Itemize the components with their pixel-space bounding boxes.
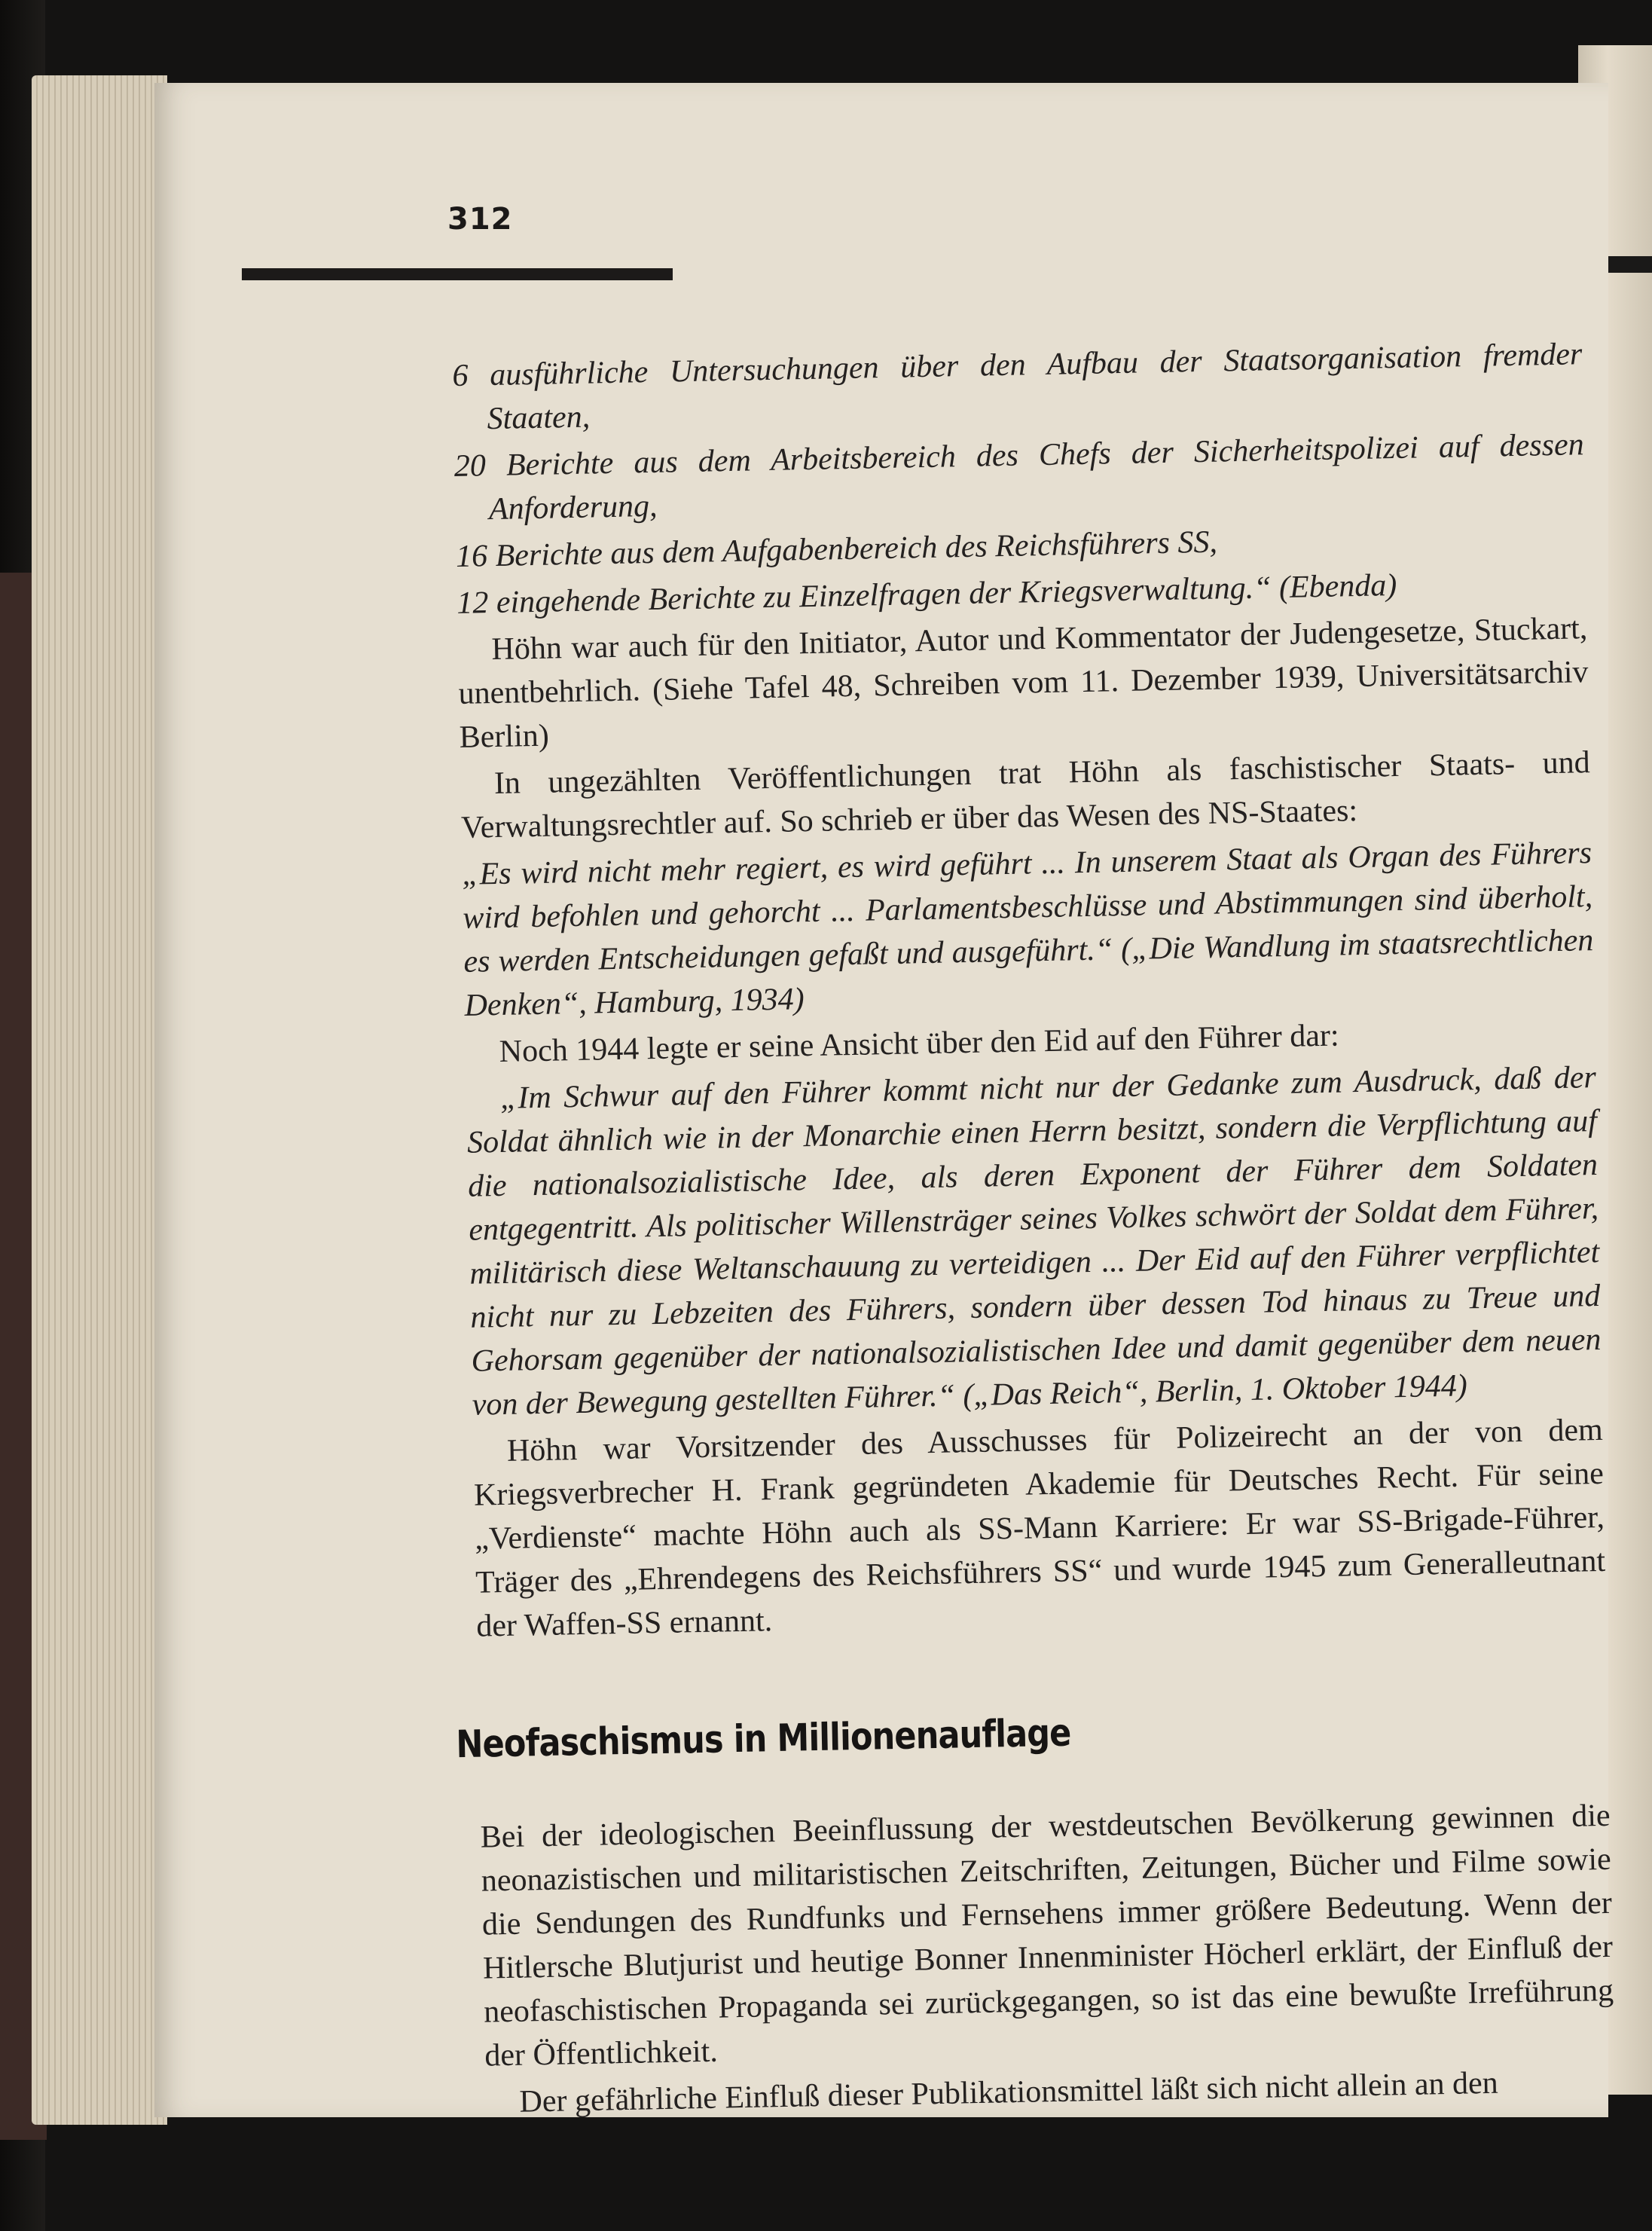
list-item: 16 Berichte aus dem Aufgabenbereich des Reichsführers SS, [455,524,1218,574]
list-item: 12 eingehende Berichte zu Einzelfragen der Kriegsverwaltung.“ (Ebenda) [456,567,1397,621]
page-edges [32,75,167,2125]
quote: „Es wird nicht mehr regiert, es wird geführt ... In unserem Staat als Organ des Führers wird befohlen und gehorcht ... Parlamentsbeschlüsse und Abstimmungen sind überholt, es werden Entscheidungen gefaßt und ausgeführt.“ („Die Wandlung im staatsrechtlichen Denken“, Hamburg, 1934) [461,836,1594,1023]
paragraph: Bei der ideologischen Beeinflussung der westdeutschen Bevölkerung gewinnen die neonazistischen und militaristischen Zeitschriften, Zeitungen, Bücher und Filme sowie die Sendungen des Rundfunks und Fernsehens immer größere Bedeutung. Wenn der Hitlersche Blutjurist und heutige Bonner Innenminister Höcherl erklärt, der Einfluß der neofaschistischen Propaganda sei zurückgegangen, so ist das eine bewußte Irreführung der Öffentlichkeit. [480,1798,1614,2074]
paragraph: In ungezählten Veröffentlichungen trat Höhn als faschistischer Staats- und Verwaltungsrechtler auf. So schrieb er über das Wesen des NS-Staates: [460,745,1591,845]
quote: „Im Schwur auf den Führer kommt nicht nur der Gedanke zum Ausdruck, daß der Soldat ähnlich wie in der Monarchie einen Herrn besitzt, sondern die Verpflichtung auf die nationalsozialistische Idee, als deren Exponent der Führer dem Soldaten entgegentritt. Als politischer Willensträger seines Volkes schwört der Soldat dem Führer, militärisch diese Weltanschauung zu verteidigen ... Der Eid auf den Führer verpflichtet nicht nur zu Lebzeiten des Führers, sondern über dessen Tod hinaus zu Treue und Gehorsam gegenüber der nationalsozialistischen Idee und damit gegenüber dem neuen von der Bewegung gestellten Führer.“ („Das Reich“, Berlin, 1. Oktober 1944) [466,1060,1602,1423]
page-number: 312 [447,202,513,237]
paragraph: Der gefährliche Einfluß dieser Publikationsmittel läßt sich nicht allein an den [519,2065,1499,2119]
list-item: 6 ausführliche Untersuchungen über den Aufbau der Staatsorganisation fremder Staaten, [452,337,1583,437]
paragraph: Höhn war Vorsitzender des Ausschusses für Polizeirecht an der von dem Kriegsverbrecher H. Frank gegründeten Akademie für Deutsches Recht. Für seine „Verdienste“ machte Höhn auch als SS-Mann Karriere: Er war SS-Brigade-Führer, Träger des „Ehrendegens des Reichsführers SS“ und wurde 1945 zum Generalleutnant der Waffen-SS ernannt. [473,1412,1606,1644]
page-body [452,332,1616,2127]
header-rule [242,268,673,280]
paragraph: Noch 1944 legte er seine Ansicht über den Eid auf den Führer dar: [499,1018,1340,1069]
list-item: 20 Berichte aus dem Arbeitsbereich des Chefs der Sicherheitspolizei auf dessen Anforderung, [453,427,1585,527]
paragraph: Höhn war auch für den Initiator, Autor und Kommentator der Judengesetze, Stuckart, unentbehrlich. (Siehe Tafel 48, Schreiben vom 11. Dezember 1939, Universitätsarchiv Berlin) [458,611,1589,755]
section-title: Neofaschismus in Millionenauflage [455,1710,1071,1767]
